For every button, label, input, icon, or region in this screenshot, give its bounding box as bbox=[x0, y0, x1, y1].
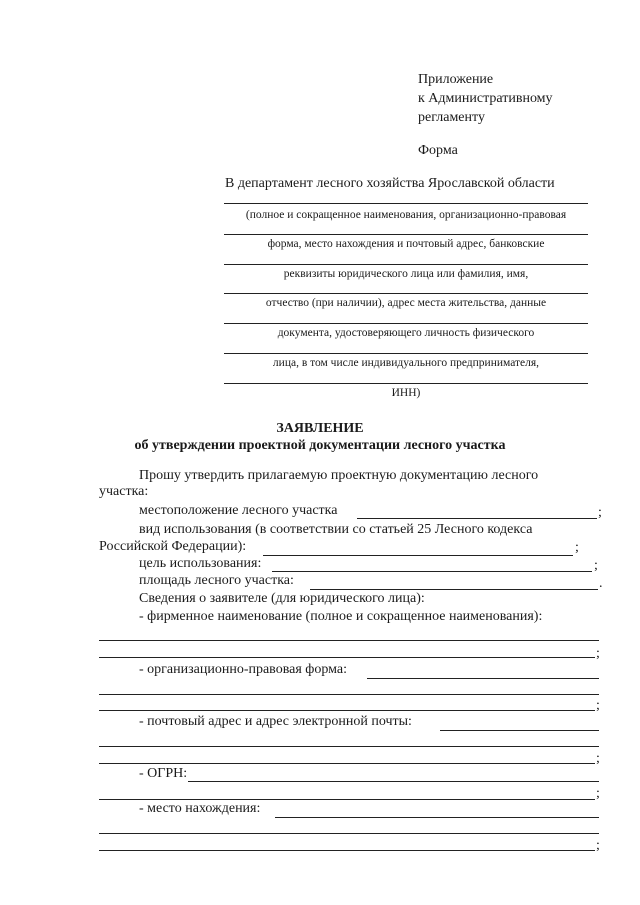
applicant-fill-line[interactable] bbox=[224, 323, 588, 324]
usage-fill-line[interactable] bbox=[263, 555, 573, 556]
semicolon: ; bbox=[596, 786, 600, 801]
period: . bbox=[599, 576, 603, 591]
applicant-fill-line[interactable] bbox=[224, 293, 588, 294]
area-label: площадь лесного участка: bbox=[139, 573, 294, 588]
company-name-fill-line[interactable] bbox=[99, 640, 599, 641]
applicant-fill-line[interactable] bbox=[224, 203, 588, 204]
purpose-label: цель использования: bbox=[139, 556, 262, 571]
appendix-line-3: регламенту bbox=[418, 110, 485, 125]
applicant-hint-2: форма, место нахождения и почтовый адрес, банковские bbox=[267, 238, 545, 250]
legal-form-fill-line[interactable] bbox=[99, 694, 599, 695]
applicant-fill-line[interactable] bbox=[224, 383, 588, 384]
location-field-fill-line[interactable] bbox=[99, 850, 595, 851]
appendix-line-1: Приложение bbox=[418, 72, 494, 87]
document-subtitle: об утверждении проектной документации лесного участка bbox=[134, 438, 506, 453]
applicant-fill-line[interactable] bbox=[224, 264, 588, 265]
legal-form-fill-line[interactable] bbox=[99, 710, 595, 711]
location-field-label: - место нахождения: bbox=[139, 801, 261, 816]
company-name-label: - фирменное наименование (полное и сокращенное наименования): bbox=[139, 609, 543, 624]
applicant-hint-5: документа, удостоверяющего личность физического bbox=[277, 327, 535, 339]
semicolon: ; bbox=[596, 838, 600, 853]
semicolon: ; bbox=[594, 558, 598, 573]
postal-email-label: - почтовый адрес и адрес электронной почты: bbox=[139, 714, 412, 729]
location-field-fill-line[interactable] bbox=[99, 833, 599, 834]
applicant-info-heading: Сведения о заявителе (для юридического лица): bbox=[139, 591, 425, 606]
form-label: Форма bbox=[418, 143, 458, 158]
applicant-hint-4: отчество (при наличии), адрес места жительства, данные bbox=[265, 297, 547, 309]
addressee: В департамент лесного хозяйства Ярославской области bbox=[225, 176, 555, 191]
applicant-hint-3: реквизиты юридического лица или фамилия, имя, bbox=[283, 268, 529, 280]
company-name-fill-line[interactable] bbox=[99, 657, 595, 658]
semicolon: ; bbox=[596, 751, 600, 766]
ogrn-label: - ОГРН: bbox=[139, 766, 188, 781]
semicolon: ; bbox=[575, 540, 579, 555]
appendix-line-2: к Административному bbox=[418, 91, 553, 106]
ogrn-fill-line[interactable] bbox=[99, 799, 595, 800]
postal-email-fill-line[interactable] bbox=[440, 730, 599, 731]
location-field-fill-line[interactable] bbox=[275, 817, 599, 818]
semicolon: ; bbox=[598, 505, 602, 520]
document-title: ЗАЯВЛЕНИЕ bbox=[276, 421, 364, 436]
intro-line-2: участка: bbox=[99, 484, 149, 499]
semicolon: ; bbox=[596, 698, 600, 713]
postal-email-fill-line[interactable] bbox=[99, 763, 595, 764]
usage-line-2: Российской Федерации): bbox=[99, 539, 247, 554]
usage-line-1: вид использования (в соответствии со статьей 25 Лесного кодекса bbox=[139, 522, 533, 537]
postal-email-fill-line[interactable] bbox=[99, 746, 599, 747]
semicolon: ; bbox=[596, 646, 600, 661]
applicant-fill-line[interactable] bbox=[224, 234, 588, 235]
applicant-fill-line[interactable] bbox=[224, 353, 588, 354]
applicant-hint-6: лица, в том числе индивидуального предпринимателя, bbox=[272, 357, 540, 369]
applicant-hint-1: (полное и сокращенное наименования, организационно-правовая bbox=[245, 209, 567, 221]
intro-line-1: Прошу утвердить прилагаемую проектную документацию лесного bbox=[139, 468, 539, 483]
location-fill-line[interactable] bbox=[357, 518, 597, 519]
location-label: местоположение лесного участка bbox=[139, 503, 338, 518]
legal-form-fill-line[interactable] bbox=[367, 678, 599, 679]
area-fill-line[interactable] bbox=[310, 589, 598, 590]
ogrn-fill-line[interactable] bbox=[188, 781, 599, 782]
purpose-fill-line[interactable] bbox=[272, 571, 592, 572]
applicant-hint-7: ИНН) bbox=[391, 387, 421, 399]
legal-form-label: - организационно-правовая форма: bbox=[139, 662, 348, 677]
